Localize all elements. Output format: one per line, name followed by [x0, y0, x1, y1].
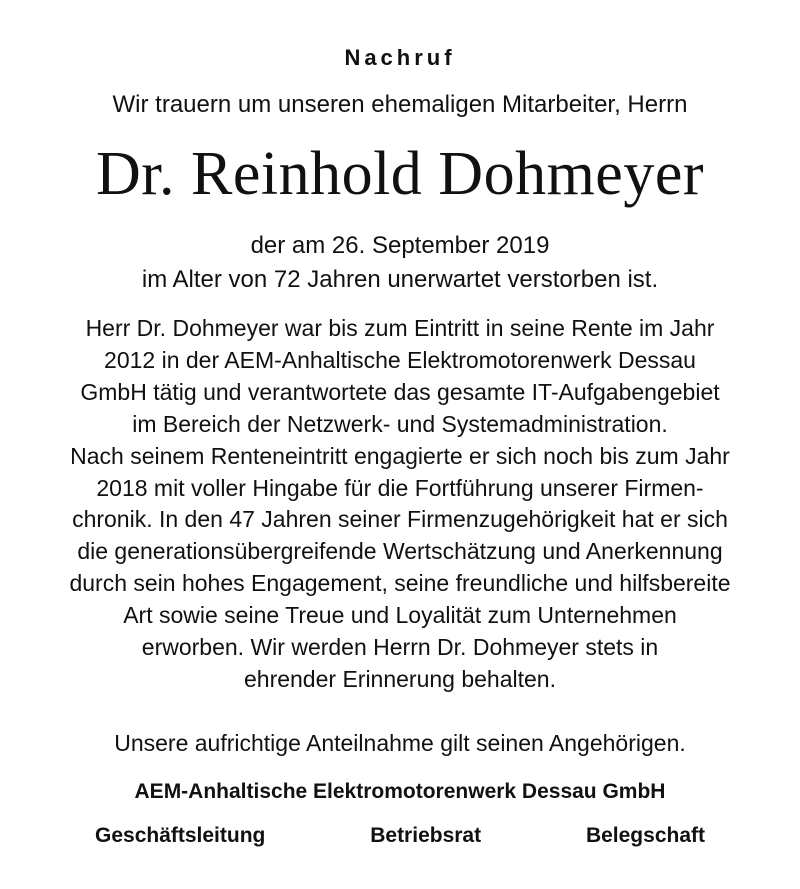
- notice-heading: Nachruf: [344, 45, 456, 70]
- signer-management: Geschäftsleitung: [95, 824, 266, 847]
- death-age-line: im Alter von 72 Jahren unerwartet verstorben ist.: [141, 266, 659, 293]
- body-line: durch sein hohes Engagement, seine freundliche und hilfsbereite: [69, 570, 731, 597]
- signer-staff: Belegschaft: [585, 824, 705, 847]
- obituary-body: [0, 313, 800, 696]
- body-line: 2018 mit voller Hingabe für die Fortführung unserer Firmen-: [96, 474, 704, 501]
- body-line: Herr Dr. Dohmeyer war bis zum Eintritt in seine Rente im Jahr: [85, 315, 715, 341]
- signer-works-council: Betriebsrat: [370, 824, 482, 847]
- intro-text: Wir trauern um unseren ehemaligen Mitarbeiter, Herrn: [112, 91, 688, 118]
- death-details: [0, 229, 800, 297]
- body-line: die generationsübergreifende Wertschätzung und Anerkennung: [77, 538, 723, 565]
- signatories: [95, 822, 705, 850]
- body-line: Nach seinem Renteneintritt engagierte er sich noch bis zum Jahr: [70, 442, 730, 469]
- condolence-text: Unsere aufrichtige Anteilnahme gilt seinen Angehörigen.: [114, 730, 686, 756]
- company-name: AEM-Anhaltische Elektromotorenwerk Dessau GmbH: [134, 780, 666, 803]
- body-line: ehrender Erinnerung behalten.: [243, 665, 556, 692]
- body-line: chronik. In den 47 Jahren seiner Firmenzugehörigkeit hat er sich: [72, 506, 728, 533]
- body-line: Art sowie seine Treue und Loyalität zum Unternehmen: [123, 602, 677, 629]
- body-line: 2012 in der AEM-Anhaltische Elektromotorenwerk Dessau: [104, 346, 696, 373]
- deceased-name: Dr. Reinhold Dohmeyer: [95, 140, 704, 208]
- body-line: GmbH tätig und verantwortete das gesamte IT-Aufgabengebiet: [80, 378, 720, 405]
- body-line: im Bereich der Netzwerk- und Systemadministration.: [132, 410, 668, 437]
- death-date-line: der am 26. September 2019: [250, 232, 550, 259]
- body-line: erworben. Wir werden Herrn Dr. Dohmeyer stets in: [141, 634, 659, 661]
